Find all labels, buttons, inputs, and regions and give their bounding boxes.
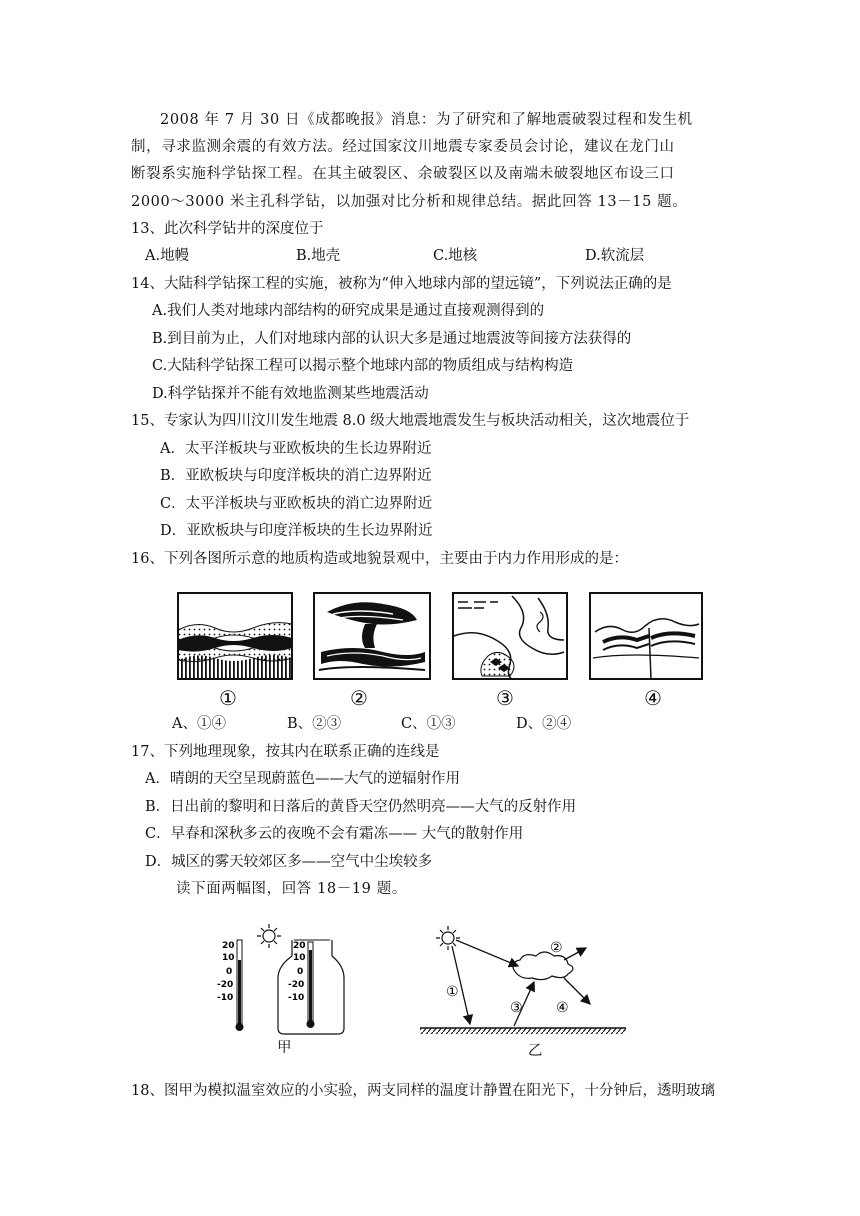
cloud-icon xyxy=(513,952,573,980)
marker-1: ① xyxy=(446,984,459,1000)
scale-right-m10: -10 xyxy=(288,993,305,1003)
q18-stem: 18、图甲为模拟温室效应的小实验，两支同样的温度计静置在阳光下，十分钟后，透明玻璃 xyxy=(131,1083,715,1099)
q14-option-b: B.到目前为止，人们对地球内部的认识大多是通过地震波等间接方法获得的 xyxy=(152,331,632,347)
passage-line-4: 2000～3000 米主孔科学钻，以加强对比分析和规律总结。据此回答 13－15 题。 xyxy=(131,194,688,210)
q15-option-c: C．太平洋板块与亚欧板块的消亡边界附近 xyxy=(160,496,433,512)
scale-left-m20: -20 xyxy=(217,980,234,990)
q14-option-d: D.科学钻探并不能有效地监测某些地震活动 xyxy=(152,386,429,402)
q13-option-b: B.地壳 xyxy=(296,248,341,264)
q16-option-d: D、②④ xyxy=(516,716,572,732)
q15-option-b: B．亚欧板块与印度洋板块的消亡边界附近 xyxy=(160,468,432,484)
scale-left-m10: -10 xyxy=(217,993,234,1003)
fig-yi-label: 乙 xyxy=(528,1043,543,1059)
q17-option-a: A．晴朗的天空呈现蔚蓝色——大气的逆辐射作用 xyxy=(145,771,460,787)
scale-left-20: 20 xyxy=(222,941,235,951)
q13-option-c: C.地核 xyxy=(433,248,478,264)
fig-faulted-strata xyxy=(589,592,703,680)
q16-stem: 16、下列各图所示意的地质构造或地貌景观中，主要由于内力作用形成的是： xyxy=(131,551,628,567)
fig-river-landscape xyxy=(452,592,568,680)
sun-icon xyxy=(257,924,281,948)
q14-stem: 14、大陆科学钻探工程的实施，被称为“伸入地球内部的望远镜”，下列说法正确的是 xyxy=(131,276,672,292)
fig-label-1: ① xyxy=(219,686,237,710)
q14-option-a: A.我们人类对地球内部结构的研究成果是通过直接观测得到的 xyxy=(152,303,545,319)
q15-option-d: D．亚欧板块与印度洋板块的生长边界附近 xyxy=(160,523,433,539)
passage-line-3: 断裂系实施科学钻探工程。在其主破裂区、余破裂区以及南端未破裂地区布设三口 xyxy=(131,166,675,182)
marker-2: ② xyxy=(550,940,563,956)
fig-jia-thermometers xyxy=(212,920,362,1042)
fig-mushroom-rock xyxy=(313,592,431,680)
fig-label-2: ② xyxy=(350,686,368,710)
fig-yi-radiation xyxy=(418,918,633,1040)
passage-line-2: 制，寻求监测余震的有效方法。经过国家汶川地震专家委员会讨论，建议在龙门山 xyxy=(131,139,675,155)
q17-option-c: C．早春和深秋多云的夜晚不会有霜冻—— 大气的散射作用 xyxy=(145,826,524,842)
intro-18-19: 读下面两幅图，回答 18－19 题。 xyxy=(176,881,407,897)
q17-option-d: D．城区的雾天较郊区多——空气中尘埃较多 xyxy=(145,854,433,870)
q16-option-b: B、②③ xyxy=(287,716,342,732)
scale-right-0: 0 xyxy=(297,967,304,977)
q15-stem: 15、专家认为四川汶川发生地震 8.0 级大地震地震发生与板块活动相关，这次地震位于 xyxy=(131,413,690,429)
q15-option-a: A．太平洋板块与亚欧板块的生长边界附近 xyxy=(160,441,432,457)
q14-option-c: C.大陆科学钻探工程可以揭示整个地球内部的物质组成与结构构造 xyxy=(152,358,574,374)
scale-left-0: 0 xyxy=(226,967,233,977)
fig-jia-label: 甲 xyxy=(277,1040,292,1056)
scale-right-m20: -20 xyxy=(288,980,305,990)
q17-option-b: B．日出前的黎明和日落后的黄昏天空仍然明亮——大气的反射作用 xyxy=(145,799,577,815)
q13-option-d: D.软流层 xyxy=(585,248,645,264)
fig-label-3: ③ xyxy=(496,686,514,710)
passage-line-1: 2008 年 7 月 30 日《成都晚报》消息：为了研究和了解地震破裂过程和发生机 xyxy=(160,112,693,128)
scale-left-10: 10 xyxy=(222,953,235,963)
q13-stem: 13、此次科学钻井的深度位于 xyxy=(131,221,324,237)
q17-stem: 17、下列地理现象，按其内在联系正确的连线是 xyxy=(131,744,440,760)
marker-3: ③ xyxy=(510,1000,523,1016)
scale-right-20: 20 xyxy=(293,941,306,951)
fig-folded-strata xyxy=(177,592,293,680)
q16-option-c: C、①③ xyxy=(401,716,456,732)
q16-option-a: A、①④ xyxy=(172,716,226,732)
scale-right-10: 10 xyxy=(293,953,306,963)
q13-option-a: A.地幔 xyxy=(145,248,190,264)
sun-icon xyxy=(436,926,460,950)
fig-label-4: ④ xyxy=(644,686,662,710)
marker-4: ④ xyxy=(556,1000,569,1016)
